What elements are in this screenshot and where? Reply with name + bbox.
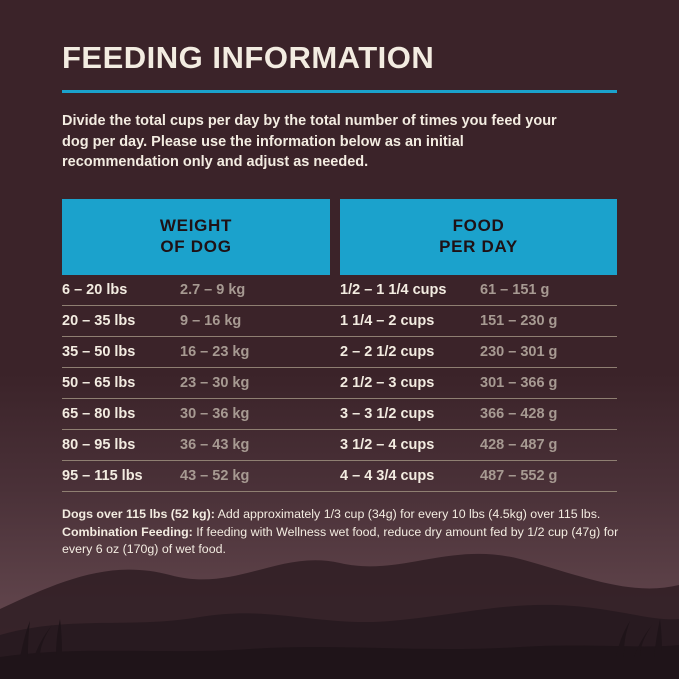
cell-food-grams: 230 – 301 g bbox=[480, 337, 617, 368]
cell-spacer bbox=[330, 430, 340, 461]
cell-food-grams: 61 – 151 g bbox=[480, 275, 617, 306]
cell-food-cups: 1 1/4 – 2 cups bbox=[340, 306, 480, 337]
cell-spacer bbox=[330, 399, 340, 430]
column-header-spacer bbox=[330, 199, 340, 276]
table-row bbox=[62, 461, 617, 492]
footnote-label-combination-feeding: Combination Feeding: bbox=[62, 524, 193, 539]
cell-food-grams: 151 – 230 g bbox=[480, 306, 617, 337]
table-row bbox=[62, 337, 617, 368]
cell-spacer bbox=[330, 368, 340, 399]
cell-weight-kg: 36 – 43 kg bbox=[180, 430, 330, 461]
column-header-food-line2: PER DAY bbox=[439, 236, 518, 256]
cell-weight-kg: 16 – 23 kg bbox=[180, 337, 330, 368]
cell-food-cups: 3 – 3 1/2 cups bbox=[340, 399, 480, 430]
intro-paragraph: Divide the total cups per day by the total number of times you feed your dog per day. Please use the information below as an initial recommendation only and adjust as needed. bbox=[62, 113, 557, 171]
cell-spacer bbox=[330, 337, 340, 368]
footnote-label-over-115: Dogs over 115 lbs (52 kg): bbox=[62, 507, 215, 522]
table-row bbox=[62, 275, 617, 306]
cell-weight-lbs: 6 – 20 lbs bbox=[62, 275, 180, 306]
column-header-weight-of-dog bbox=[62, 199, 330, 276]
cell-food-grams: 366 – 428 g bbox=[480, 399, 617, 430]
cell-food-grams: 301 – 366 g bbox=[480, 368, 617, 399]
cell-weight-lbs: 95 – 115 lbs bbox=[62, 461, 180, 492]
footnote-text bbox=[62, 506, 622, 559]
cell-weight-lbs: 65 – 80 lbs bbox=[62, 399, 180, 430]
cell-food-cups: 2 1/2 – 3 cups bbox=[340, 368, 480, 399]
column-header-food-per-day bbox=[340, 199, 617, 276]
cell-weight-kg: 23 – 30 kg bbox=[180, 368, 330, 399]
footnote-body-over-115: Add approximately 1/3 cup (34g) for every 10 lbs (4.5kg) over 115 lbs. bbox=[214, 507, 601, 522]
table-row bbox=[62, 399, 617, 430]
footnote-body-combination-feeding: If feeding with Wellness wet food, reduce dry amount fed by 1/2 cup (47g) for every 6 oz (170g) of wet food. bbox=[62, 524, 619, 557]
cell-food-grams: 428 – 487 g bbox=[480, 430, 617, 461]
cell-weight-kg: 9 – 16 kg bbox=[180, 306, 330, 337]
cell-food-cups: 4 – 4 3/4 cups bbox=[340, 461, 480, 492]
cell-food-grams: 487 – 552 g bbox=[480, 461, 617, 492]
cell-weight-kg: 43 – 52 kg bbox=[180, 461, 330, 492]
column-header-food-line1: FOOD bbox=[452, 215, 505, 235]
column-header-weight-line1: WEIGHT bbox=[159, 215, 233, 235]
table-row bbox=[62, 430, 617, 461]
cell-weight-kg: 30 – 36 kg bbox=[180, 399, 330, 430]
table-row bbox=[62, 368, 617, 399]
cell-food-cups: 3 1/2 – 4 cups bbox=[340, 430, 480, 461]
cell-weight-lbs: 35 – 50 lbs bbox=[62, 337, 180, 368]
cell-spacer bbox=[330, 461, 340, 492]
page-title: FEEDING INFORMATION bbox=[62, 40, 435, 75]
feeding-chart-table bbox=[62, 199, 617, 493]
table-row bbox=[62, 306, 617, 337]
cell-weight-lbs: 50 – 65 lbs bbox=[62, 368, 180, 399]
cell-weight-lbs: 20 – 35 lbs bbox=[62, 306, 180, 337]
cell-weight-kg: 2.7 – 9 kg bbox=[180, 275, 330, 306]
column-header-weight-line2: OF DOG bbox=[160, 236, 232, 256]
title-underline-rule bbox=[62, 90, 617, 93]
cell-spacer bbox=[330, 275, 340, 306]
cell-food-cups: 2 – 2 1/2 cups bbox=[340, 337, 480, 368]
table-header-row bbox=[62, 199, 617, 276]
cell-food-cups: 1/2 – 1 1/4 cups bbox=[340, 275, 480, 306]
cell-spacer bbox=[330, 306, 340, 337]
cell-weight-lbs: 80 – 95 lbs bbox=[62, 430, 180, 461]
